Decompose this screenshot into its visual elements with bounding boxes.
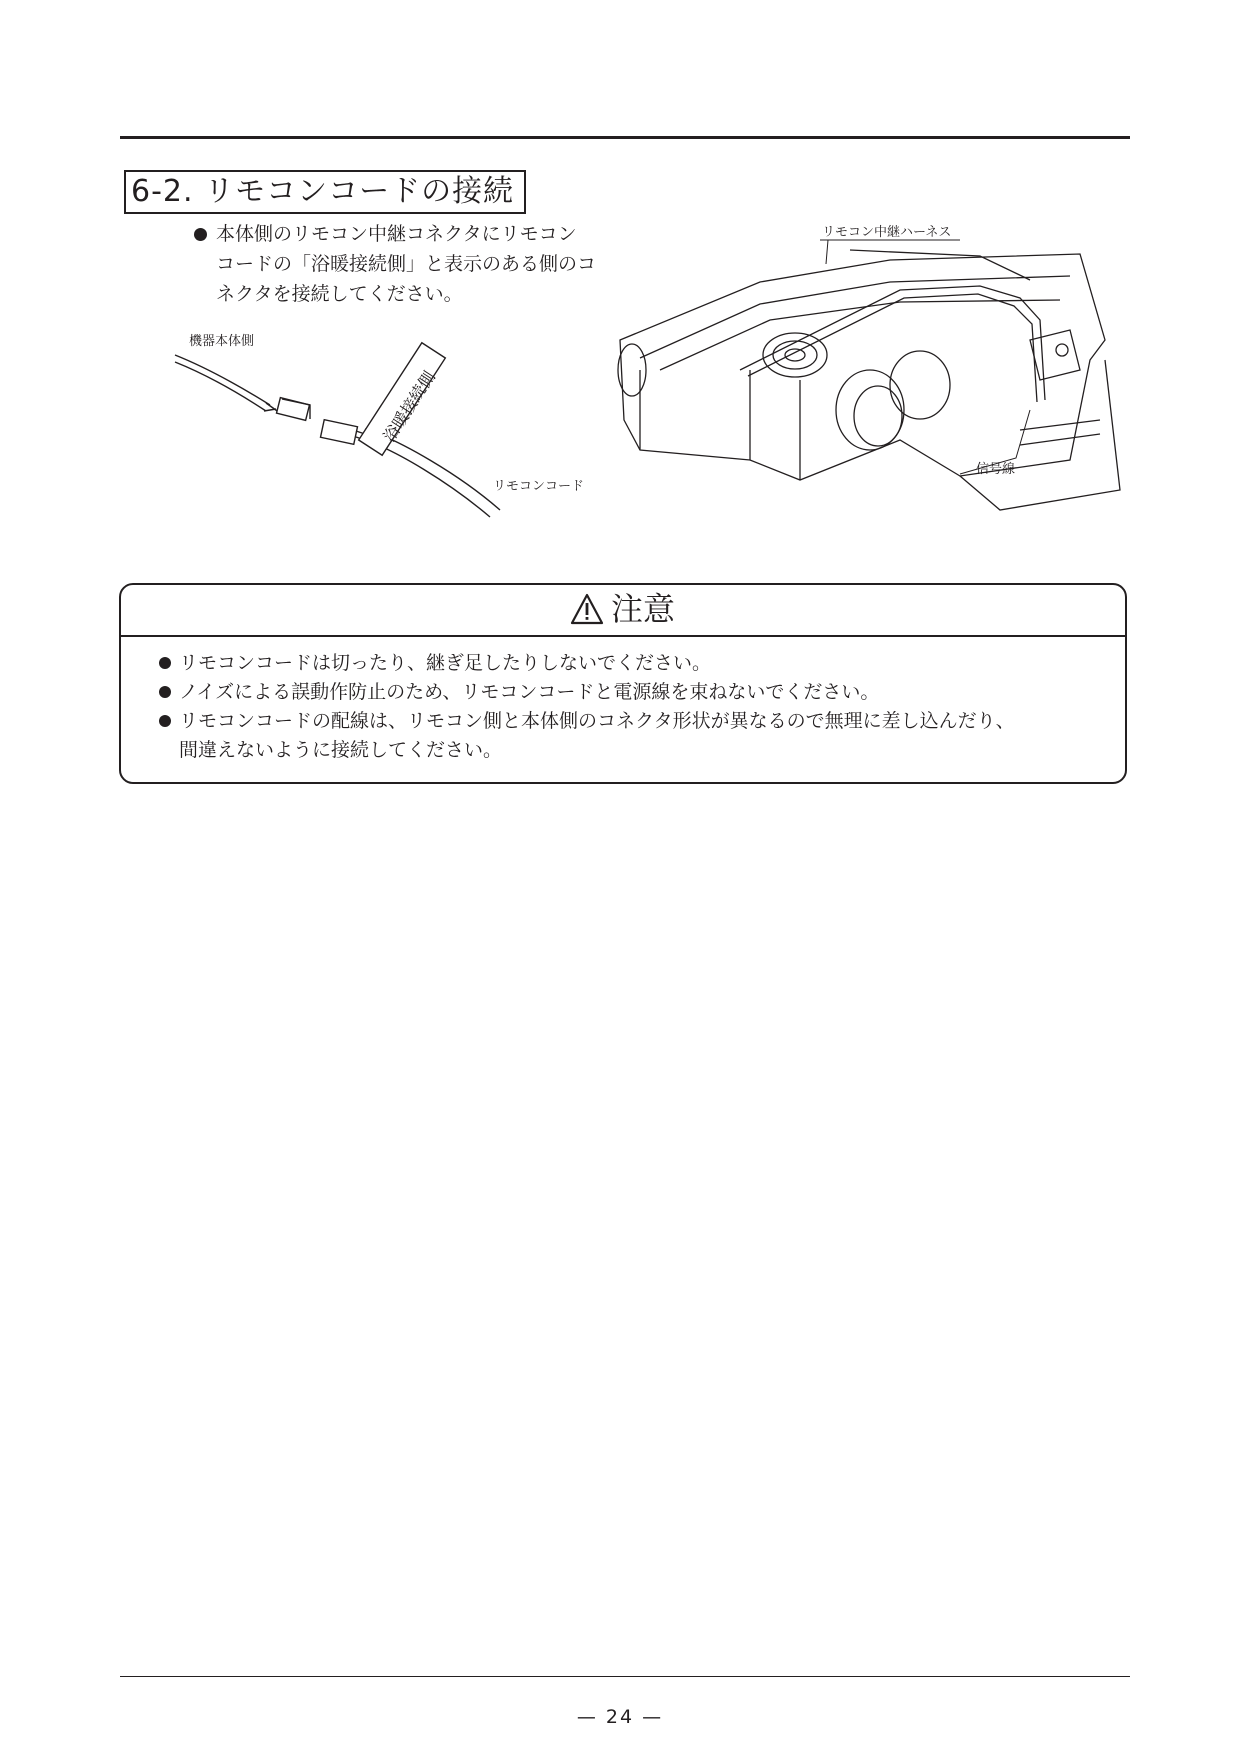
intro-paragraph <box>194 219 634 309</box>
warning-triangle-icon <box>569 592 605 626</box>
intro-line: ネクタを接続してください。 <box>216 283 463 305</box>
caution-item <box>159 678 1109 707</box>
caution-item-text: 間違えないように接続してください。 <box>179 739 503 761</box>
bullet-icon <box>194 228 207 241</box>
bullet-icon <box>159 657 171 669</box>
caution-item <box>159 707 1109 765</box>
caution-box <box>119 583 1127 784</box>
caution-header <box>121 585 1125 637</box>
cord-connection-figure <box>160 325 610 525</box>
caution-list <box>159 649 1109 765</box>
bullet-icon <box>159 686 171 698</box>
unit-side-cable-illustration <box>175 355 310 420</box>
unit-wiring-figure <box>600 220 1130 540</box>
caution-item-text: リモコンコードの配線は、リモコン側と本体側のコネクタ形状が異なるので無理に差し込んだり、 <box>179 710 1015 732</box>
connection-tag-illustration <box>359 343 446 456</box>
label-tag: 浴暖接続側 <box>379 367 439 446</box>
caution-title <box>569 589 675 629</box>
label-cord: リモコンコード <box>493 479 585 494</box>
label-harness: リモコン中継ハーネス <box>822 225 952 240</box>
label-signal: 信号線 <box>976 462 1016 477</box>
page-number: — 24 — <box>576 1706 664 1728</box>
caution-item-text: ノイズによる誤動作防止のため、リモコンコードと電源線を束ねないでください。 <box>179 681 880 703</box>
intro-line: 本体側のリモコン中継コネクタにリモコン <box>216 223 577 245</box>
top-rule <box>120 136 1130 139</box>
bullet-icon <box>159 715 171 727</box>
intro-line: コードの「浴暖接続側」と表示のある側のコ <box>216 253 597 275</box>
caution-title-text: 注意 <box>611 590 676 628</box>
ventilation-unit-illustration <box>618 250 1120 510</box>
label-unit-side: 機器本体側 <box>189 334 255 349</box>
caution-item-text: リモコンコードは切ったり、継ぎ足したりしないでください。 <box>179 652 712 674</box>
bottom-rule <box>120 1676 1130 1677</box>
caution-item <box>159 649 1109 678</box>
section-title: 6-2. リモコンコードの接続 <box>124 170 526 214</box>
cord-connector-illustration <box>321 420 500 517</box>
